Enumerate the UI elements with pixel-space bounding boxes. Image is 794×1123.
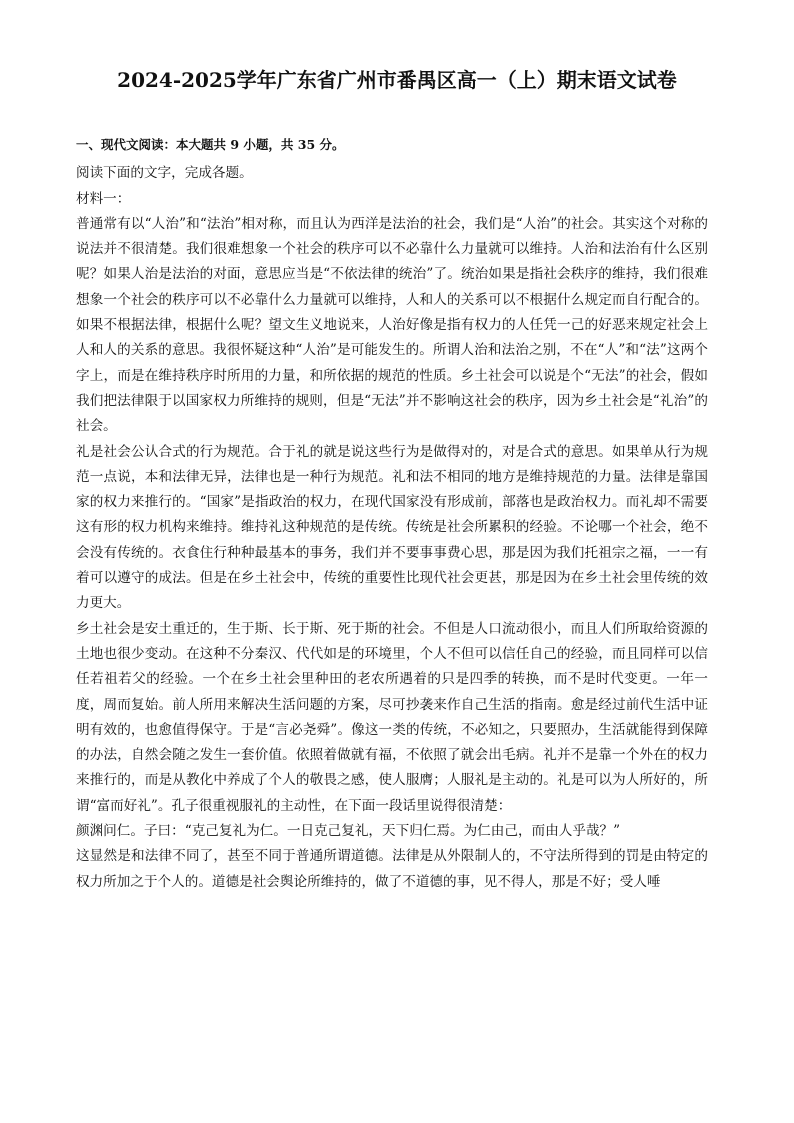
quote-paragraph: 颜渊问仁。子曰：“克己复礼为仁。一日克己复礼，天下归仁焉。为仁由己，而由人乎哉？” — [76, 823, 621, 840]
paragraph-1: 普通常有以“人治”和“法治”相对称，而且认为西洋是法治的社会，我们是“人治”的社会。其实这个对称的说法并不很清楚。我们很难想象一个社会的秩序可以不必靠什么力量就可以维持。人治和法治有什么区别呢？如果人治是法治的对面，意思应当是“不依法律的统治”了。统治如果是指社会秩序的维持，我们很难想象一个社会的秩序可以不必靠什么力量就可以维持，人和人的关系可以不根据什么规定而自行配合的。如果不根据法律，根据什么呢？望文生义地说来，人治好像是指有权力的人任凭一己的好恶来规定社会上人和人的关系的意思。我很怀疑这种“人治”是可能发生的。所谓人治和法治之别，不在“人”和“法”这两个字上，而是在维持秩序时所用的力量，和所依据的规范的性质。乡土社会可以说是个“无法”的社会，假如我们把法律限于以国家权力所维持的规则，但是“无法”并不影响这社会的秩序，因为乡土社会是“礼治”的社会。 — [76, 215, 708, 435]
paragraph-3: 乡土社会是安土重迁的，生于斯、长于斯、死于斯的社会。不但是人口流动很小，而且人们所取给资源的土地也很少变动。在这种不分秦汉、代代如是的环境里，个人不但可以信任自己的经验，而且同样可以信任若祖若父的经验。一个在乡土社会里种田的老农所遇着的只是四季的转换，而不是时代变更。一年一度，周而复始。前人所用来解决生活问题的方案，尽可抄袭来作自己生活的指南。愈是经过前代生活中证明有效的，也愈值得保守。于是“言必尧舜”。像这一类的传统，不必知之，只要照办，生活就能得到保障的办法，自然会随之发生一套价值。依照着做就有福，不依照了就会出毛病。礼并不是靠一个外在的权力来推行的，而是从教化中养成了个人的敬畏之感，使人服膺；人服礼是主动的。礼是可以为人所好的，所谓“富而好礼”。孔子很重视服礼的主动性，在下面一段话里说得很清楚： — [76, 620, 708, 814]
section-heading: 一、现代文阅读：本大题共 9 小题，共 35 分。 — [76, 137, 345, 152]
exam-title: 2024-2025学年广东省广州市番禺区高一（上）期末语文试卷 — [117, 68, 677, 92]
paragraph-4: 这显然是和法律不同了，甚至不同于普通所谓道德。法律是从外限制人的，不守法所得到的罚是由特定的权力所加之于个人的。道德是社会舆论所维持的，做了不道德的事，见不得人，那是不好；受人唾 — [76, 848, 708, 890]
paragraph-2: 礼是社会公认合式的行为规范。合于礼的就是说这些行为是做得对的，对是合式的意思。如果单从行为规范一点说，本和法律无异，法律也是一种行为规范。礼和法不相同的地方是维持规范的力量。法律是靠国家的权力来推行的。“国家”是指政治的权力，在现代国家没有形成前，部落也是政治权力。而礼却不需要这有形的权力机构来维持。维持礼这种规范的是传统。传统是社会所累积的经验。不论哪一个社会，绝不会没有传统的。衣食住行种种最基本的事务，我们并不要事事费心思，那是因为我们托祖宗之福，一一有着可以遵守的成法。但是在乡土社会中，传统的重要性比现代社会更甚，那是因为在乡土社会里传统的效力更大。 — [76, 443, 708, 612]
reading-section — [76, 132, 708, 895]
material-label: 材料一： — [76, 190, 131, 207]
instruction-text: 阅读下面的文字，完成各题。 — [76, 165, 253, 182]
